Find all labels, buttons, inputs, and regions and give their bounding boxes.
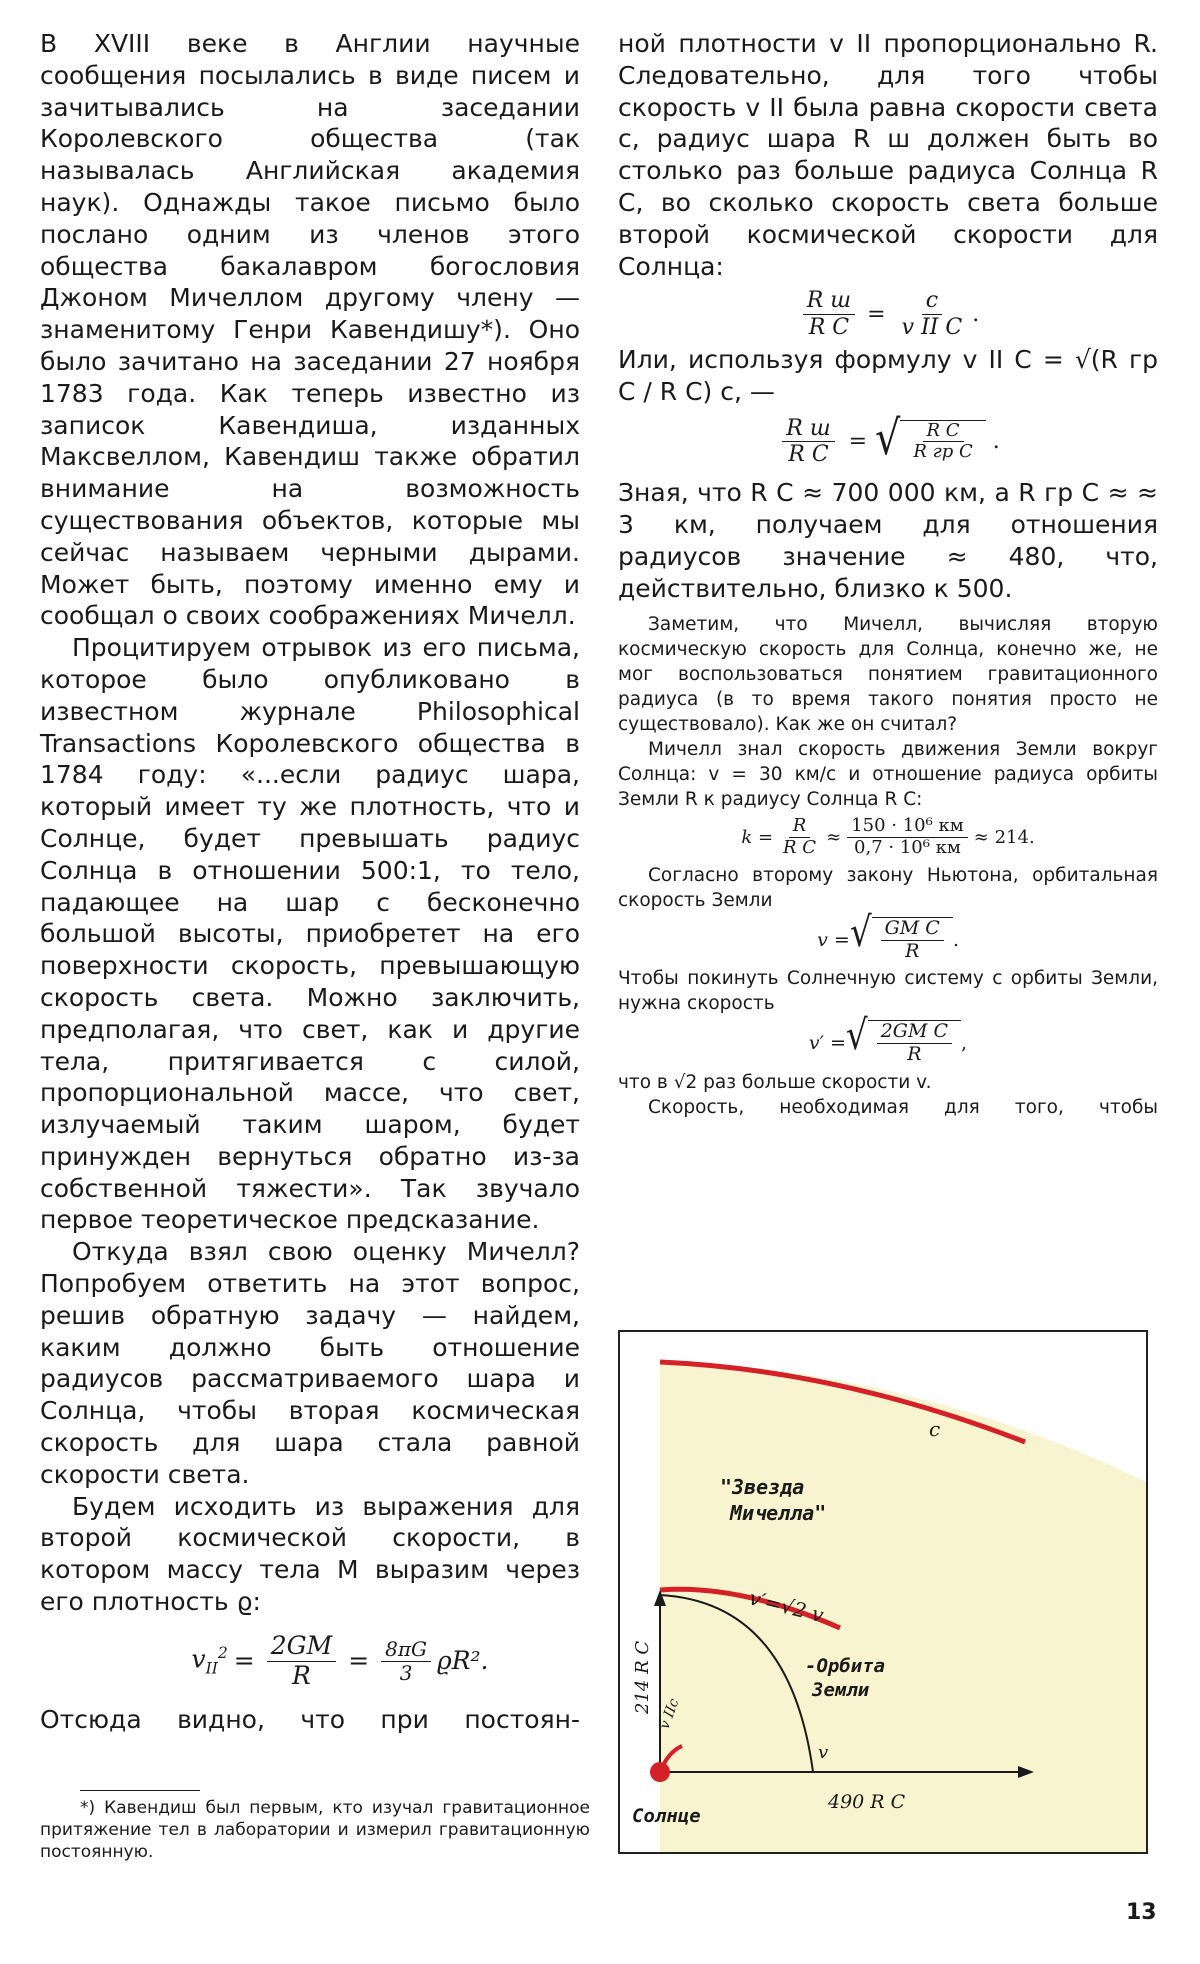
label-orbit: -Орбита [805, 1655, 886, 1677]
paragraph-result: Зная, что R C ≈ 700 000 км, а R гр C ≈ ≈ 3 км, получаем для отношения радиусов значение ≈ 480, что, действительно, близко к 500. [618, 478, 1158, 603]
formula-k: k = $\frac{R}{\text{R C}}$ ≈ $\frac{\text{150 · 10⁶ км}}{\text{0,7 · 10⁶ км}}$ ≈ 214. [741, 815, 1035, 859]
footnote-text: *) Кавендиш был первым, кто изучал гравитационное притяжение тел в лаборатории и измерил гравитационную постоянную. [40, 1798, 590, 1862]
label-v-prime: v′=√2 v [746, 1585, 827, 1628]
sqrt: √ $\frac{\text{GM C}}{R}$ [850, 917, 953, 963]
label-v-iic: v IIc [656, 1696, 683, 1732]
formula-escape-v-prime: v′ = √ $\frac{\text{2GM C}}{R}$ , [808, 1012, 968, 1066]
paragraph-earth-speed: Мичелл знал скорость движения Земли вокруг Солнца: v = 30 км/с и отношение радиуса орбиты Земли R к радиусу Солнца R C: [618, 739, 1158, 811]
paragraph-leave-system: Чтобы покинуть Солнечную систему с орбиты Земли, нужна скорость [618, 968, 1158, 1015]
paragraph-quote: Процитируем отрывок из его письма, которое было опубликовано в известном журнале Philosophical Transactions Королевского общества в 1784 году: «...если радиус шара, который имеет ту же плотность, что и Солнце, будет превышать радиус Солнца в отношении 500:1, то тело, падающее на шар с бесконечно большой высоты, приобретет на его поверхности скорость, превышающую скорость света. Можно заключить, предполагая, что свет, как и другие тела, притягивается с силой, пропорциональной массе, что свет, излучаемый таким шаром, будет принужден вернуться обратно из-за собственной тяжести». Так звучало первое теоретическое предсказание. [40, 633, 580, 1235]
sun-icon [650, 1762, 670, 1782]
fraction: $\frac{\text{2GM C}}{R}$ [877, 1021, 952, 1066]
label-v: v [818, 1742, 829, 1763]
label-star-2: Мичелла" [730, 1501, 827, 1525]
formula-tail: ϱR². [437, 1646, 489, 1676]
label-orbit-2: Земли [812, 1679, 870, 1701]
paragraph-intro: В XVIII веке в Англии научные сообщения посылались в виде писем и зачитывались на заседании Королевского общества (так называлась Английская академия наук). Однажды такое письмо было послано одним из членов этого общества бакалавром богословия Джоном Мичеллом другому члену — знаменитому Генри Кавендишу*). Оно было зачитано на заседании 27 ноября 1783 года. Как теперь известно из записок Кавендиша, изданных Максвеллом, Кавендиш также обратил внимание на возможность существования объектов, которые мы сейчас называем черными дырами. Может быть, поэтому именно ему и сообщал о своих соображениях Мичелл. [40, 29, 580, 631]
k-lhs: k = [741, 827, 774, 849]
label-sun: Солнце [632, 1805, 701, 1827]
fraction: $\frac{2GM}{R}$ [267, 1632, 336, 1691]
fraction: $\frac{\text{GM C}}{R}$ [881, 918, 944, 963]
paragraph-continuation: Отсюда видно, что при постоян- [40, 1705, 580, 1735]
formula-radius-sqrt: $\frac{\text{R ш}}{\text{R C}}$ = √ $\frac{\text{R C}}{\text{R гр C}}$ . [618, 416, 1158, 468]
formula-lhs: $v_{II}^2$ [191, 1643, 228, 1677]
label-c: c [929, 1417, 941, 1441]
label-x-axis: 490 R C [828, 1791, 906, 1813]
k-result: ≈ 214. [973, 827, 1035, 849]
page-number: 13 [1126, 1900, 1157, 1925]
formula-orbital-v: v = √ $\frac{\text{GM C}}{R}$ . [817, 908, 959, 962]
sqrt: √ $\frac{\text{R C}}{\text{R гр C}}$ [875, 420, 986, 463]
label-y-axis: 214 R C [632, 1640, 653, 1714]
paragraph-density: Будем исходить из выражения для второй космической скорости, в котором массу тела M выразим через его плотность ϱ: [40, 1491, 580, 1617]
formula-escape-velocity: $v_{II}^2$ = $\frac{2GM}{R}$ = $\frac{8\pi G}{3}$ ϱR². [191, 1630, 489, 1690]
sqrt: √ $\frac{\text{2GM C}}{R}$ [846, 1020, 961, 1066]
formula-radius-ratio: $\frac{\text{R ш}}{\text{R C}}$ = $\frac{c}{\text{v II C}}$ . [618, 288, 1158, 340]
michell-star-diagram [618, 1330, 1148, 1854]
footnote-rule [80, 1790, 200, 1791]
label-star: "Звезда [720, 1475, 805, 1499]
paragraph-using-formula: Или, используя формулу v II C = √(R гр C / R C) c, — [618, 344, 1158, 406]
vp-lhs: v′ = [808, 1032, 846, 1055]
fraction: $\frac{\text{R ш}}{\text{R C}}$ [803, 288, 855, 340]
paragraph-question: Откуда взял свою оценку Мичелл? Попробуем ответить на этот вопрос, решив обратную задачу — найдем, каким должно быть отношение радиусов рассматриваемого шара и Солнца, чтобы вторая космическая скорость для шара стала равной скорости света. [40, 1237, 580, 1489]
fraction: $\frac{8\pi G}{3}$ [381, 1638, 431, 1685]
fraction: $\frac{\text{R C}}{\text{R гр C}}$ [913, 419, 973, 463]
fraction: $\frac{R}{\text{R C}}$ [783, 815, 817, 859]
paragraph-constant-density: ной плотности v II пропорционально R. Следовательно, для того чтобы скорость v II была равна скорости света c, радиус шара R ш должен быть во столько раз больше радиуса Солнца R C, во сколько скорость света больше второй космической скорости для Солнца: [618, 29, 1158, 281]
footnote [40, 1790, 590, 1863]
right-column [618, 28, 1158, 1120]
fraction: $\frac{\text{R ш}}{\text{R C}}$ [782, 416, 834, 468]
fraction: $\frac{\text{150 · 10⁶ км}}{\text{0,7 · 10⁶ км}}$ [847, 816, 968, 858]
paragraph-newton: Согласно второму закону Ньютона, орбитальная скорость Земли [618, 864, 1158, 911]
paragraph-speed-needed: Скорость, необходимая для того, чтобы [648, 1097, 1158, 1119]
fraction: $\frac{c}{\text{v II C}}$ [901, 288, 963, 340]
v-lhs: v = [817, 928, 850, 951]
paragraph-sqrt2: что в √2 раз больше скорости v. [618, 1072, 932, 1094]
diagram-svg [620, 1332, 1146, 1852]
left-column [40, 28, 580, 1736]
paragraph-michell-note: Заметим, что Мичелл, вычисляя вторую космическую скорость для Солнца, конечно же, не мог воспользоваться понятием гравитационного радиуса (в то время такого понятия просто не существовало). Как же он считал? [618, 614, 1158, 736]
